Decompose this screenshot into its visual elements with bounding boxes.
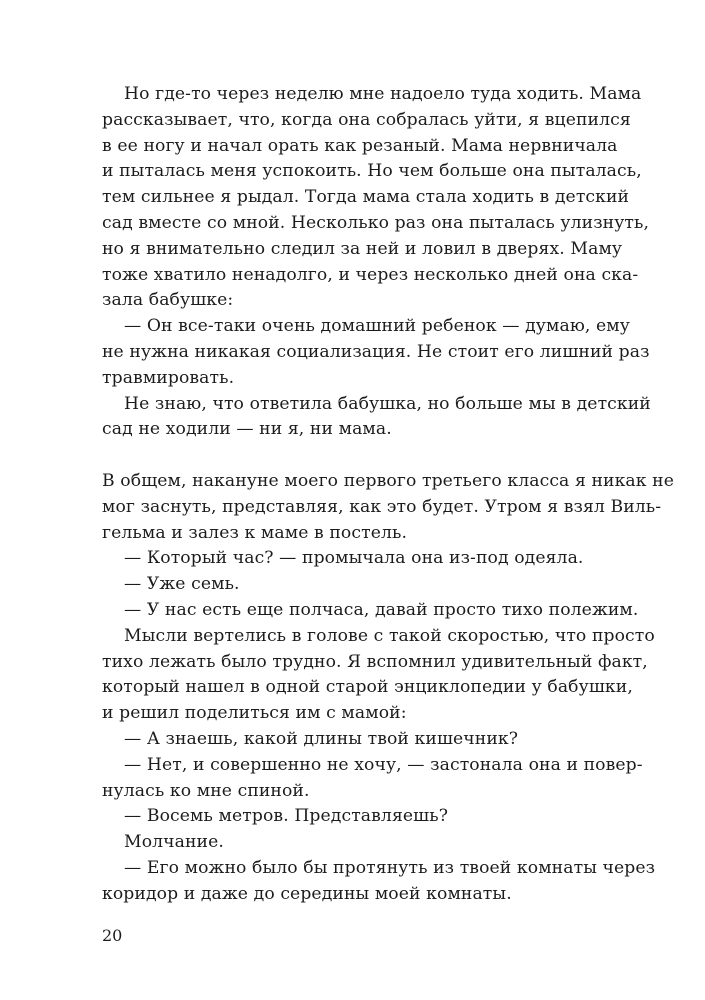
text-line: — А знаешь, какой длины твой кишечник? xyxy=(124,728,519,749)
text-line: рассказывает, что, когда она собралась уйти, я вцепился xyxy=(102,109,631,130)
section-break xyxy=(102,443,602,469)
text-line: коридор и даже до середины моей комнаты. xyxy=(102,883,512,904)
text-line: — У нас есть еще полчаса, давай просто тихо полежим. xyxy=(124,599,639,620)
text-line: в ее ногу и начал орать как резаный. Мама нервничала xyxy=(102,135,618,156)
text-line: — Он все-таки очень домашний ребенок — думаю, ему xyxy=(124,316,630,337)
text-line: который нашел в одной старой энциклопедии у бабушки, xyxy=(102,677,633,698)
text-line: зала бабушке: xyxy=(102,290,234,311)
text-line: тем сильнее я рыдал. Тогда мама стала ходить в детский xyxy=(102,187,630,208)
text-line: — Уже семь. xyxy=(124,574,240,595)
text-line: — Его можно было бы протянуть из твоей комнаты через xyxy=(124,857,656,878)
text-line: травмировать. xyxy=(102,367,235,388)
text-line: сад не ходили — ни я, ни мама. xyxy=(102,419,392,440)
text-line: и пыталась меня успокоить. Но чем больше она пыталась, xyxy=(102,161,642,182)
text-line: Мысли вертелись в голове с такой скоростью, что просто xyxy=(124,625,655,646)
text-line: тихо лежать было трудно. Я вспомнил удивительный факт, xyxy=(102,651,648,672)
text-line: сад вместе со мной. Несколько раз она пыталась улизнуть, xyxy=(102,212,650,233)
text-line: — Который час? — промычала она из-под одеяла. xyxy=(124,548,584,569)
text-line: нулась ко мне спиной. xyxy=(102,780,310,801)
text-line: и решил поделиться им с мамой: xyxy=(102,703,407,724)
text-line: гельма и залез к маме в постель. xyxy=(102,522,408,543)
text-line: В общем, накануне моего первого третьего класса я никак не xyxy=(102,470,675,491)
text-line: тоже хватило ненадолго, и через несколько дней она ска- xyxy=(102,264,639,285)
text-line: мог заснуть, представляя, как это будет. Утром я взял Виль- xyxy=(102,496,662,517)
text-line: Но где-то через неделю мне надоело туда ходить. Мама xyxy=(124,84,642,104)
text-line: Не знаю, что ответила бабушка, но больше мы в детский xyxy=(124,393,651,414)
text-line: Молчание. xyxy=(124,832,224,853)
text-line: не нужна никакая социализация. Не стоит его лишний раз xyxy=(102,341,650,362)
text-line: — Нет, и совершенно не хочу, — застонала она и повер- xyxy=(124,754,643,775)
page-number: 20 xyxy=(102,926,123,945)
text-line: — Восемь метров. Представляешь? xyxy=(124,806,449,827)
text-line: но я внимательно следил за ней и ловил в дверях. Маму xyxy=(102,238,623,259)
page-body xyxy=(102,82,675,908)
